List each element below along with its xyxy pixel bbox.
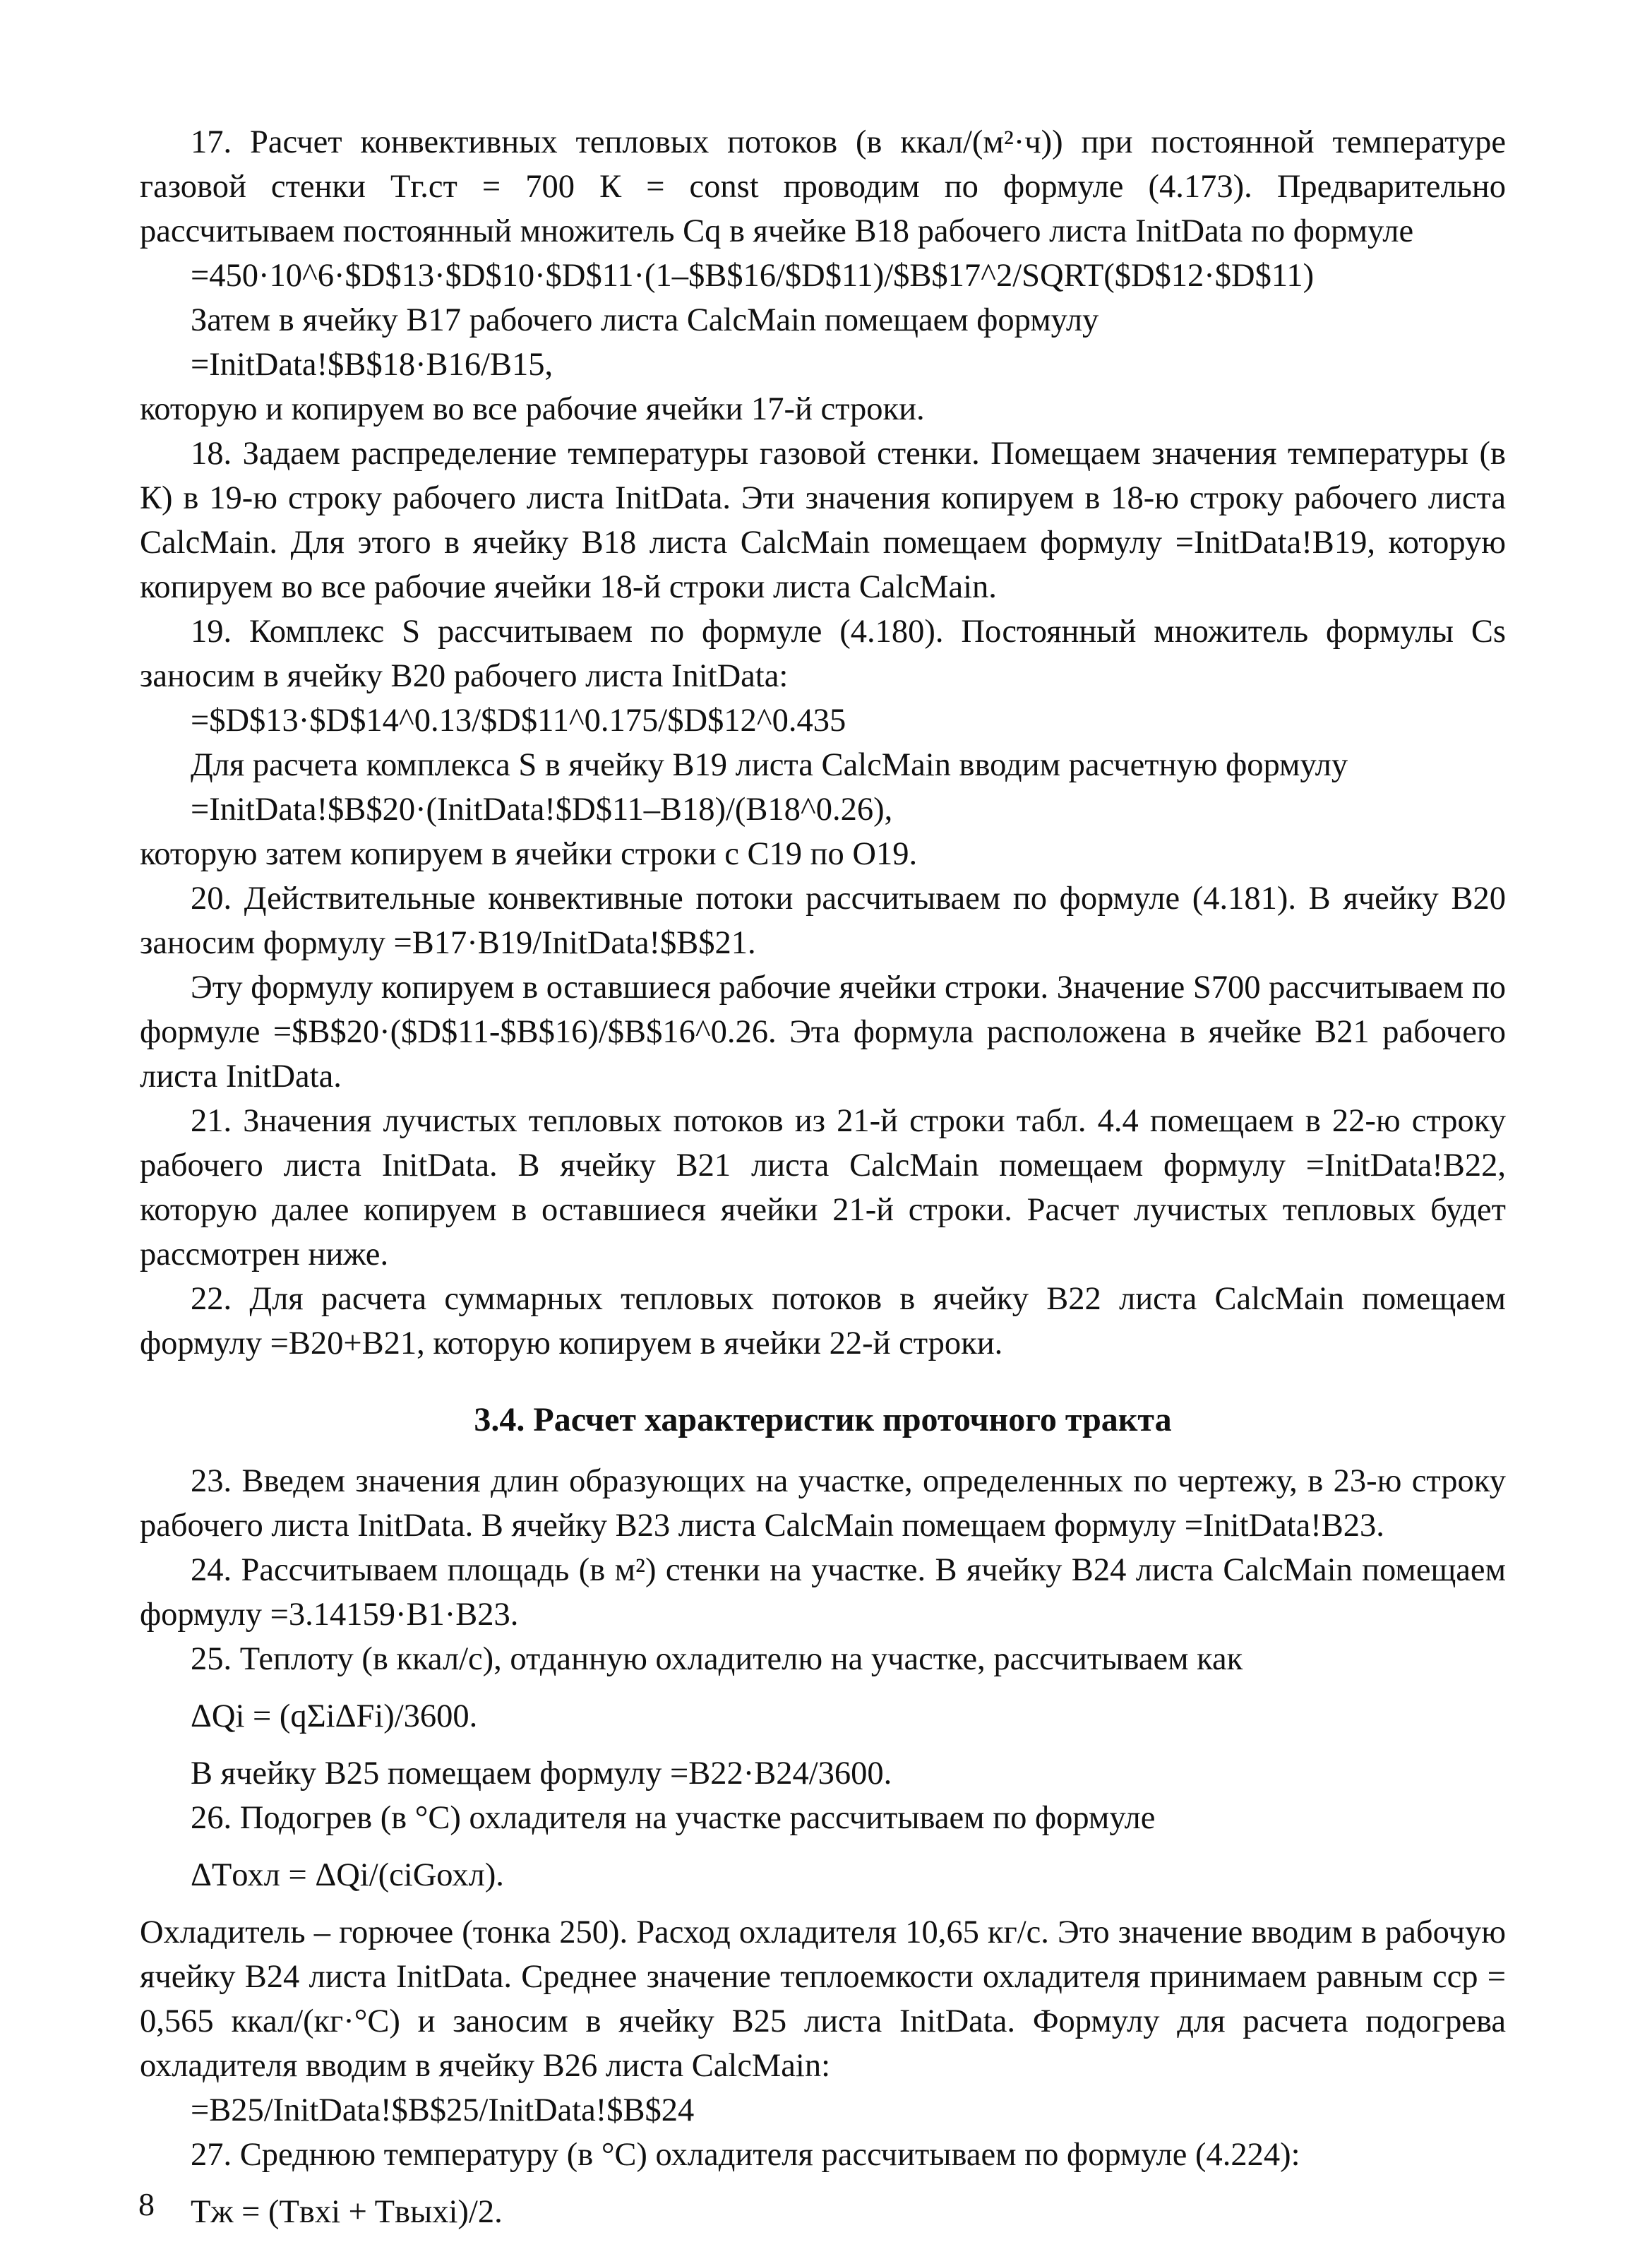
- paragraph-19-end: которую затем копируем в ячейки строки с C19 по O19.: [140, 836, 918, 872]
- page-number: 8: [138, 2186, 155, 2222]
- formula-t-zh: Tж = (Tвхi + Tвыхi)/2.: [191, 2194, 503, 2230]
- formula-17-b17: =InitData!$B$18·B16/B15,: [191, 347, 553, 383]
- paragraph-17-then: Затем в ячейку B17 рабочего листа CalcMain помещаем формулу: [191, 302, 1099, 338]
- paragraph-17-intro: 17. Расчет конвективных тепловых потоков (в ккал/(м²·ч)) при постоянной температуре газовой стенки Tг.ст = 700 К = const проводим по формуле (4.173). Предварительно рассчитываем постоянный множитель Cq в ячейке B18 рабочего листа InitData по формуле: [140, 124, 1506, 249]
- paragraph-19-intro: 19. Комплекс S рассчитываем по формуле (4.180). Постоянный множитель формулы Cs заносим в ячейку B20 рабочего листа InitData:: [140, 614, 1506, 694]
- paragraph-26b: Охладитель – горючее (тонка 250). Расход охладителя 10,65 кг/с. Это значение вводим в рабочую ячейку B24 листа InitData. Среднее значение теплоемкости охладителя принимаем равным cср = 0,565 ккал/(кг·°С) и заносим в ячейку B25 листа InitData. Формулу для расчета подогрева охладителя вводим в ячейку B26 листа CalcMain:: [140, 1914, 1506, 2084]
- paragraph-20: 20. Действительные конвективные потоки рассчитываем по формуле (4.181). В ячейку B20 заносим формулу =B17·B19/InitData!$B$21.: [140, 881, 1506, 961]
- formula-19-b19: =InitData!$B$20·(InitData!$D$11–B18)/(B18^0.26),: [191, 792, 893, 828]
- paragraph-18: 18. Задаем распределение температуры газовой стенки. Помещаем значения температуры (в К) в 19-ю строку рабочего листа InitData. Эти значения копируем в 18-ю строку рабочего листа CalcMain. Для этого в ячейку B18 листа CalcMain помещаем формулу =InitData!B19, которую копируем во все рабочие ячейки 18-й строки листа CalcMain.: [140, 436, 1506, 605]
- paragraph-24: 24. Рассчитываем площадь (в м²) стенки на участке. В ячейку B24 листа CalcMain помещаем формулу =3.14159·B1·B23.: [140, 1552, 1506, 1633]
- paragraph-27: 27. Среднюю температуру (в °С) охладителя рассчитываем по формуле (4.224):: [191, 2137, 1300, 2173]
- paragraph-19-then: Для расчета комплекса S в ячейку B19 листа CalcMain вводим расчетную формулу: [191, 747, 1348, 783]
- formula-17-cq: =450·10^6·$D$13·$D$10·$D$11·(1–$B$16/$D$11)/$B$17^2/SQRT($D$12·$D$11): [191, 258, 1315, 294]
- formula-delta-q: ΔQi = (qΣiΔFi)/3600.: [191, 1698, 478, 1734]
- formula-26-b26: =B25/InitData!$B$25/InitData!$B$24: [191, 2092, 695, 2128]
- paragraph-20b: Эту формулу копируем в оставшиеся рабочие ячейки строки. Значение S700 рассчитываем по формуле =$B$20·($D$11-$B$16)/$B$16^0.26. Эта формула расположена в ячейке B21 рабочего листа InitData.: [140, 970, 1506, 1095]
- paragraph-25: 25. Теплоту (в ккал/с), отданную охладителю на участке, рассчитываем как: [191, 1641, 1243, 1677]
- paragraph-23: 23. Введем значения длин образующих на участке, определенных по чертежу, в 23-ю строку рабочего листа InitData. В ячейку B23 листа CalcMain помещаем формулу =InitData!B23.: [140, 1463, 1506, 1544]
- paragraph-17-end: которую и копируем во все рабочие ячейки 17-й строки.: [140, 391, 925, 427]
- paragraph-21: 21. Значения лучистых тепловых потоков из 21-й строки табл. 4.4 помещаем в 22-ю строку рабочего листа InitData. В ячейку B21 листа CalcMain помещаем формулу =InitData!B22, которую далее копируем в оставшиеся ячейки 21-й строки. Расчет лучистых тепловых будет рассмотрен ниже.: [140, 1103, 1506, 1272]
- formula-19-cs: =$D$13·$D$14^0.13/$D$11^0.175/$D$12^0.435: [191, 703, 846, 739]
- paragraph-25b: В ячейку B25 помещаем формулу =B22·B24/3600.: [191, 1756, 892, 1792]
- paragraph-26: 26. Подогрев (в °С) охладителя на участке рассчитываем по формуле: [191, 1800, 1156, 1836]
- document-page: [140, 120, 1506, 2247]
- paragraph-22: 22. Для расчета суммарных тепловых потоков в ячейку B22 листа CalcMain помещаем формулу =B20+B21, которую копируем в ячейки 22-й строки.: [140, 1281, 1506, 1361]
- formula-delta-t: ΔTохл = ΔQi/(ciGохл).: [191, 1857, 504, 1893]
- section-heading-3-4: 3.4. Расчет характеристик проточного тракта: [474, 1401, 1172, 1438]
